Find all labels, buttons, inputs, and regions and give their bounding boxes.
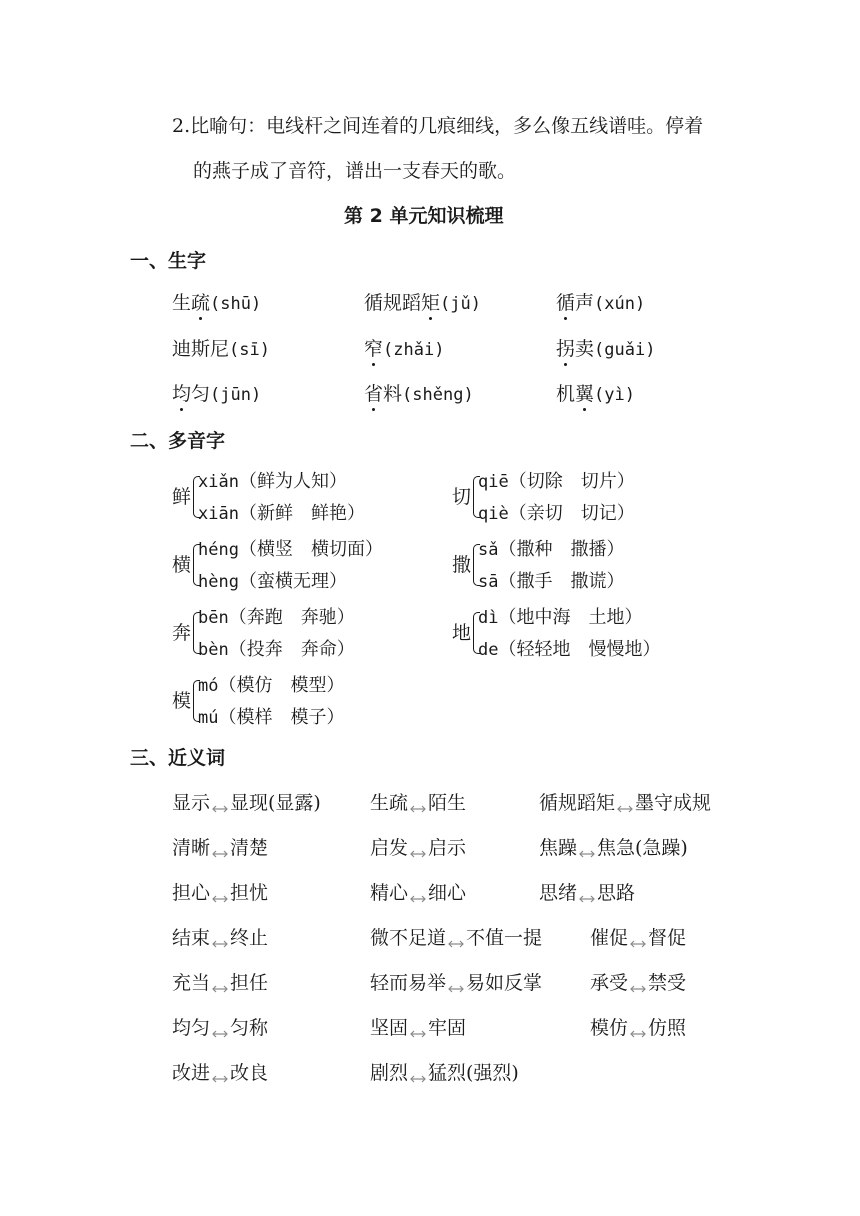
- double-arrow-icon: [211, 1024, 229, 1034]
- synonym-word: 改进: [172, 1062, 211, 1084]
- synonym-word: 启示: [428, 837, 467, 859]
- char: 料: [383, 383, 403, 405]
- synonym-pair: [590, 1019, 686, 1038]
- char: 尼: [210, 338, 230, 360]
- polyphone-reading: dì（地中海 土地）: [478, 607, 643, 628]
- shengzi-item: [556, 385, 635, 404]
- synonym-pair: [539, 884, 635, 903]
- polyphone-reading: qiè（亲切 切记）: [478, 503, 635, 524]
- synonym-pair: [370, 884, 466, 903]
- dotted-char: 省: [364, 383, 384, 405]
- double-arrow-icon: [211, 979, 229, 989]
- synonym-word: 结束: [172, 927, 211, 949]
- synonym-word: 焦急(急躁): [597, 837, 688, 859]
- synonym-word: 充当: [172, 972, 211, 994]
- char: 生: [172, 292, 192, 314]
- synonym-pair: [172, 794, 321, 813]
- synonym-word: 易如反掌: [466, 972, 543, 994]
- synonym-word: 思路: [597, 882, 636, 904]
- synonym-word: 担任: [230, 972, 269, 994]
- synonym-pair: [590, 974, 686, 993]
- synonym-pair: [172, 929, 268, 948]
- polyphone-reading: hèng（蛮横无理）: [198, 571, 347, 592]
- double-arrow-icon: [447, 934, 465, 944]
- synonym-word: 循规蹈矩: [539, 792, 616, 814]
- char: 机: [556, 383, 576, 405]
- polyphone-char: 地: [452, 622, 472, 644]
- shengzi-item: [364, 340, 444, 359]
- polyphone-reading: bèn（投奔 奔命）: [198, 639, 355, 660]
- shengzi-item: [364, 294, 481, 313]
- polyphone-reading: sā（撒手 撒谎）: [478, 571, 625, 592]
- double-arrow-icon: [409, 844, 427, 854]
- synonym-word: 均匀: [172, 1017, 211, 1039]
- dotted-char: 矩: [421, 292, 441, 314]
- synonym-pair: [370, 839, 466, 858]
- synonym-word: 生疏: [370, 792, 409, 814]
- synonym-word: 精心: [370, 882, 409, 904]
- shengzi-item: [172, 340, 270, 359]
- synonym-word: 改良: [230, 1062, 269, 1084]
- intro-line-2: 的燕子成了音符，谱出一支春天的歌。: [193, 160, 517, 182]
- synonym-word: 担心: [172, 882, 211, 904]
- section-heading-shengzi: 一、生字: [130, 250, 207, 272]
- double-arrow-icon: [409, 1024, 427, 1034]
- synonym-word: 承受: [590, 972, 629, 994]
- double-arrow-icon: [629, 1024, 647, 1034]
- synonym-word: 剧烈: [370, 1062, 409, 1084]
- synonym-word: 微不足道: [370, 927, 447, 949]
- double-arrow-icon: [447, 979, 465, 989]
- double-arrow-icon: [578, 889, 596, 899]
- dotted-char: 窄: [364, 338, 384, 360]
- synonym-pair: [370, 1064, 519, 1083]
- shengzi-item: [556, 294, 645, 313]
- synonym-word: 焦躁: [539, 837, 578, 859]
- synonym-word: 显示: [172, 792, 211, 814]
- synonym-pair: [172, 974, 268, 993]
- synonym-word: 禁受: [648, 972, 687, 994]
- synonym-pair: [172, 1019, 268, 1038]
- double-arrow-icon: [629, 979, 647, 989]
- double-arrow-icon: [409, 799, 427, 809]
- pinyin: (sī): [229, 340, 270, 360]
- pinyin: (jūn): [210, 385, 262, 405]
- section-heading-jinyi: 三、近义词: [130, 747, 226, 769]
- synonym-pair: [370, 929, 542, 948]
- char: 声: [575, 292, 595, 314]
- polyphone-reading: héng（横竖 横切面）: [198, 539, 383, 560]
- synonym-word: 督促: [648, 927, 687, 949]
- double-arrow-icon: [409, 1069, 427, 1079]
- double-arrow-icon: [211, 934, 229, 944]
- char: 卖: [575, 338, 595, 360]
- shengzi-item: [172, 385, 261, 404]
- synonym-word: 坚固: [370, 1017, 409, 1039]
- double-arrow-icon: [211, 889, 229, 899]
- char: 匀: [191, 383, 211, 405]
- polyphone-char: 撒: [452, 554, 472, 576]
- synonym-word: 牢固: [428, 1017, 467, 1039]
- synonym-word: 终止: [230, 927, 269, 949]
- dotted-char: 拐: [556, 338, 576, 360]
- shengzi-item: [172, 294, 261, 313]
- polyphone-reading: mó（模仿 模型）: [198, 675, 345, 696]
- dotted-char: 循: [556, 292, 576, 314]
- intro-line-1: 2.比喻句：电线杆之间连着的几痕细线，多么像五线谱哇。停着: [172, 115, 704, 137]
- pinyin: (shū): [210, 294, 262, 314]
- double-arrow-icon: [211, 799, 229, 809]
- dotted-char: 翼: [575, 383, 595, 405]
- synonym-pair: [370, 974, 542, 993]
- double-arrow-icon: [578, 844, 596, 854]
- polyphone-reading: xiǎn（鲜为人知）: [198, 471, 347, 492]
- synonym-word: 匀称: [230, 1017, 269, 1039]
- synonym-word: 清晰: [172, 837, 211, 859]
- dotted-char: 均: [172, 383, 192, 405]
- double-arrow-icon: [211, 844, 229, 854]
- synonym-word: 启发: [370, 837, 409, 859]
- shengzi-item: [364, 385, 474, 404]
- double-arrow-icon: [211, 1069, 229, 1079]
- synonym-word: 陌生: [428, 792, 467, 814]
- synonym-word: 轻而易举: [370, 972, 447, 994]
- char: 迪斯: [172, 338, 211, 360]
- double-arrow-icon: [616, 799, 634, 809]
- double-arrow-icon: [409, 889, 427, 899]
- polyphone-reading: sǎ（撒种 撒播）: [478, 539, 625, 560]
- polyphone-char: 鲜: [172, 486, 192, 508]
- polyphone-reading: mú（模样 模子）: [198, 707, 345, 728]
- polyphone-reading: xiān（新鲜 鲜艳）: [198, 503, 365, 524]
- pinyin: (yì): [594, 385, 635, 405]
- polyphone-reading: qiē（切除 切片）: [478, 471, 635, 492]
- pinyin: (shěng): [402, 385, 474, 405]
- synonym-pair: [172, 884, 268, 903]
- polyphone-char: 模: [172, 690, 192, 712]
- pinyin: (jǔ): [440, 294, 481, 314]
- synonym-word: 墨守成规: [635, 792, 712, 814]
- synonym-word: 显现(显露): [230, 792, 321, 814]
- char: 循规蹈: [364, 292, 422, 314]
- polyphone-char: 奔: [172, 622, 192, 644]
- polyphone-char: 切: [452, 486, 472, 508]
- pinyin: (xún): [594, 294, 646, 314]
- synonym-pair: [370, 794, 466, 813]
- synonym-word: 细心: [428, 882, 467, 904]
- synonym-pair: [370, 1019, 466, 1038]
- page-title: 第 2 单元知识梳理: [344, 205, 504, 227]
- synonym-pair: [172, 839, 268, 858]
- synonym-word: 思绪: [539, 882, 578, 904]
- shengzi-item: [556, 340, 655, 359]
- synonym-word: 担忧: [230, 882, 269, 904]
- polyphone-reading: bēn（奔跑 奔驰）: [198, 607, 355, 628]
- polyphone-reading: de（轻轻地 慢慢地）: [478, 639, 661, 660]
- synonym-word: 清楚: [230, 837, 269, 859]
- synonym-pair: [539, 794, 711, 813]
- synonym-word: 猛烈(强烈): [428, 1062, 519, 1084]
- pinyin: (zhǎi): [383, 340, 445, 360]
- double-arrow-icon: [629, 934, 647, 944]
- synonym-word: 不值一提: [466, 927, 543, 949]
- synonym-pair: [590, 929, 686, 948]
- synonym-pair: [539, 839, 688, 858]
- dotted-char: 疏: [191, 292, 211, 314]
- section-heading-duoyin: 二、多音字: [130, 430, 226, 452]
- polyphone-char: 横: [172, 554, 192, 576]
- synonym-word: 催促: [590, 927, 629, 949]
- synonym-word: 模仿: [590, 1017, 629, 1039]
- synonym-pair: [172, 1064, 268, 1083]
- pinyin: (guǎi): [594, 340, 656, 360]
- synonym-word: 仿照: [648, 1017, 687, 1039]
